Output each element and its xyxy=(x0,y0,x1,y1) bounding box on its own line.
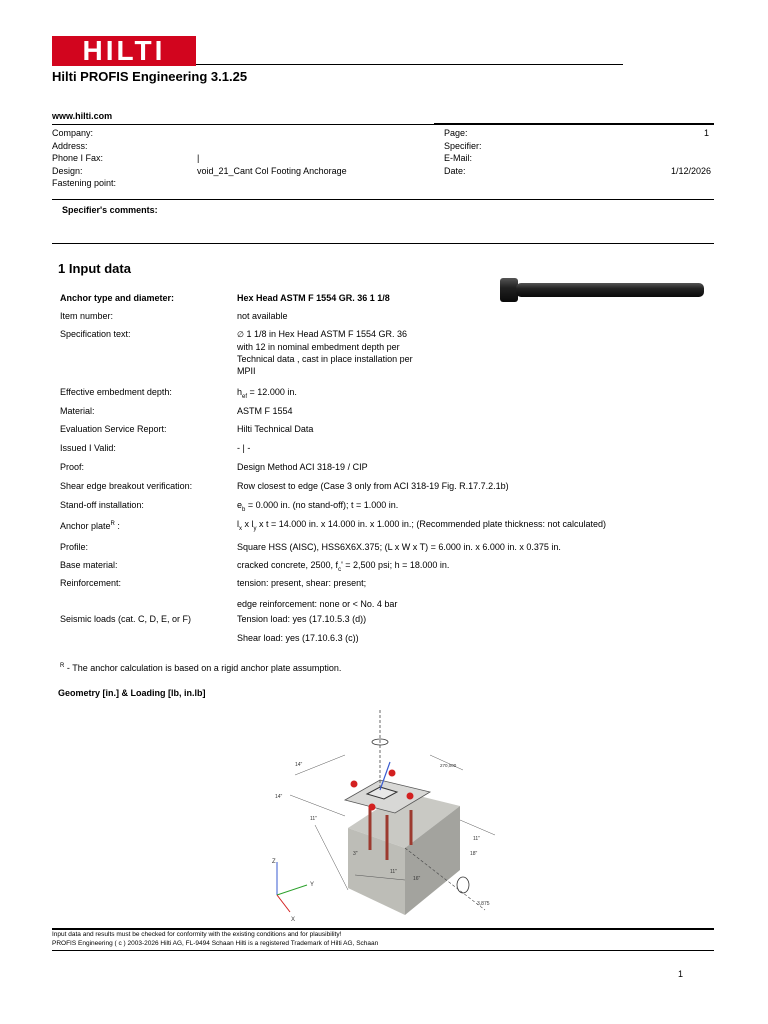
reinforcement-label: Reinforcement: xyxy=(60,578,122,588)
spec-line-2: with 12 in nominal embedment depth per xyxy=(237,342,400,352)
anchor-plate-label: Anchor plate$^R$ : xyxy=(60,521,120,531)
material-label: Material: xyxy=(60,406,95,416)
diameter-icon: ∅ xyxy=(237,330,244,339)
base-material-value: cracked concrete, 2500, $f_c' = 2,500$ psi; h = 18.000 in. xyxy=(237,560,450,573)
page-value: 1 xyxy=(704,128,710,138)
fastening-label: Fastening point: xyxy=(52,178,117,188)
moment-ring-side xyxy=(457,877,469,893)
specifier-comments: Specifier's comments: xyxy=(62,205,158,215)
email-label: E-Mail: xyxy=(444,153,473,163)
design-label: Design: xyxy=(52,165,83,176)
footer-rule-top xyxy=(52,928,714,930)
anchor-type-label: Anchor type and diameter: xyxy=(60,293,175,303)
anchor-head-2 xyxy=(389,770,396,777)
spec-line-3: Technical data , cast in place installation per xyxy=(237,354,413,364)
dim-16: 16" xyxy=(413,876,421,882)
reinforcement-value: tension: present, shear: present; xyxy=(237,578,367,588)
dim-14a: 14" xyxy=(275,794,283,800)
note-mark: R xyxy=(60,663,65,669)
page-label: Page: xyxy=(444,128,468,138)
anchor-bolt-image xyxy=(498,276,710,304)
title-rule xyxy=(196,64,623,65)
date-value: 1/12/2026 xyxy=(671,165,712,176)
address-label: Address: xyxy=(52,140,88,151)
dim-line-1 xyxy=(295,755,345,775)
footer-line-2: PROFIS Engineering ( c ) 2003-2026 Hilti AG, FL-9494 Schaan Hilti is a registered Trademark of Hilti AG, Schaan xyxy=(52,939,379,947)
item-number-value: not available xyxy=(237,311,288,321)
spec-line-1: 1 1/8 in Hex Head ASTM F 1554 GR. 36 xyxy=(246,329,408,339)
comments-rule xyxy=(52,199,714,200)
section-rule xyxy=(52,243,714,244)
dim-3: 3" xyxy=(353,851,358,857)
page-number: 1 xyxy=(678,969,684,979)
seismic-shear-value: Shear load: yes (17.10.6.3 (c)) xyxy=(237,633,359,643)
dim-line-2 xyxy=(290,795,345,816)
standoff-value: $e_b = 0.000$ in. (no stand-off); t = 1.000 in. xyxy=(237,500,399,513)
embedment-text: = 12.000 in. xyxy=(249,387,297,397)
dim-14b: 14" xyxy=(295,762,303,768)
app-title: Hilti PROFIS Engineering 3.1.25 xyxy=(52,69,248,84)
company-label: Company: xyxy=(52,128,94,138)
base-material-label: Base material: xyxy=(60,560,118,570)
standoff-text: = 0.000 in. (no stand-off); t = 1.000 in. xyxy=(247,500,399,510)
issued-label: Issued I Valid: xyxy=(60,443,116,453)
anchor-plate-text: x t = 14.000 in. x 14.000 in. x 1.000 in.; (Recommended plate thickness: not calculated) xyxy=(259,519,606,529)
embedment-value: $h_{ef} = 12.000$ in. xyxy=(237,387,297,400)
dim-875: 3,875 xyxy=(477,901,490,907)
dim-18: 18" xyxy=(470,851,478,857)
shear-edge-label: Shear edge breakout verification: xyxy=(60,481,193,491)
note-text: - The anchor calculation is based on a rigid anchor plate assumption. xyxy=(66,663,342,673)
phone-label: Phone I Fax: xyxy=(52,153,104,163)
profile-value: Square HSS (AISC), HSS6X6X.375; (L x W x T) = 6.000 in. x 6.000 in. x 0.375 in. xyxy=(237,542,561,552)
dim-270: 270,000 xyxy=(440,763,457,768)
geometry-figure xyxy=(255,700,510,925)
item-number-label: Item number: xyxy=(60,311,114,321)
proof-label: Proof: xyxy=(60,462,85,472)
dim-line-6 xyxy=(460,820,495,835)
footer-text xyxy=(52,931,378,948)
axis-y-label: Y xyxy=(310,882,315,888)
specifier-label: Specifier: xyxy=(444,140,482,151)
base-material-text-b: ' = 2,500 psi; h = 18.000 in. xyxy=(341,560,450,570)
proof-value: Design Method ACI 318-19 / CIP xyxy=(237,462,368,472)
spec-line-4: MPII xyxy=(237,366,256,376)
dim-11b: 11" xyxy=(473,836,480,842)
section-title: 1 Input data xyxy=(58,261,131,276)
seismic-tension-value: Tension load: yes (17.10.5.3 (d)) xyxy=(237,614,367,624)
date-label: Date: xyxy=(444,165,466,176)
spec-text-value xyxy=(237,328,413,377)
standoff-label: Stand-off installation: xyxy=(60,500,144,510)
edge-reinforcement-value: edge reinforcement: none or < No. 4 bar xyxy=(237,599,398,609)
profile-label: Profile: xyxy=(60,542,89,552)
esr-value: Hilti Technical Data xyxy=(237,424,314,434)
axis-x-line xyxy=(277,895,290,912)
spec-text-label: Specification text: xyxy=(60,329,131,339)
hilti-logo xyxy=(52,36,196,66)
anchor-head-1 xyxy=(351,781,358,788)
logo-text: HILTI xyxy=(82,35,166,66)
material-value: ASTM F 1554 xyxy=(237,406,293,416)
anchor-head-4 xyxy=(407,793,414,800)
design-value: void_21_Cant Col Footing Anchorage xyxy=(197,165,347,176)
geometry-title: Geometry [in.] & Loading [lb, in.lb] xyxy=(58,688,206,698)
axis-y-line xyxy=(277,885,307,895)
dim-11: 11" xyxy=(310,816,317,822)
axis-x-label: X xyxy=(291,917,296,923)
anchor-head-3 xyxy=(369,804,376,811)
dim-line-4 xyxy=(315,825,348,890)
footer-rule-bottom xyxy=(52,950,714,951)
embedment-label: Effective embedment depth: xyxy=(60,387,172,397)
phone-value: | xyxy=(197,153,200,163)
base-material-text-a: cracked concrete, 2500, f xyxy=(237,560,339,570)
website: www.hilti.com xyxy=(52,111,113,121)
rigid-plate-note xyxy=(60,660,341,674)
footer-line-1: Input data and results must be checked for conformity with the existing conditions and for plausibility! xyxy=(52,931,342,938)
issued-value: - | - xyxy=(237,443,251,453)
esr-label: Evaluation Service Report: xyxy=(60,424,167,434)
shear-edge-value: Row closest to edge (Case 3 only from ACI 318-19 Fig. R.17.7.2.1b) xyxy=(237,481,509,491)
seismic-label: Seismic loads (cat. C, D, E, or F) xyxy=(60,614,192,624)
axis-z-label: Z xyxy=(272,859,276,865)
dim-11c: 11" xyxy=(390,869,397,875)
anchor-plate-value: $l_x$ x $l_y$ x t = 14.000 in. x 14.000 in. x 1.000 in.; (Recommended plate thickness: not calculated) xyxy=(237,519,606,532)
header-rule-right xyxy=(434,123,714,125)
anchor-plate-label-text: Anchor plate xyxy=(60,521,111,531)
anchor-type-value: Hex Head ASTM F 1554 GR. 36 1 1/8 xyxy=(237,293,390,303)
